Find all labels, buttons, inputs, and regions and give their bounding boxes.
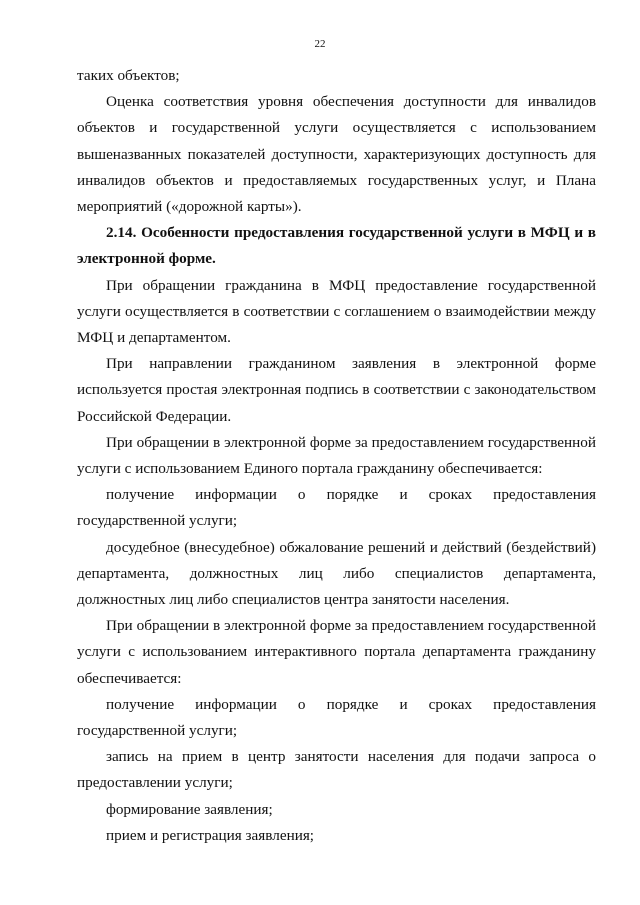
paragraph: При направлении гражданином заявления в электронной форме используется простая электронная подпись в соответствии с законодательством Российской Федерации. — [77, 355, 596, 425]
page-number: 22 — [314, 38, 326, 50]
body-text — [77, 63, 596, 849]
paragraph: получение информации о порядке и сроках предоставления государственной услуги; — [77, 695, 596, 740]
section-heading: 2.14. Особенности предоставления государственной услуги в МФЦ и в электронной форме. — [77, 224, 596, 268]
paragraph: таких объектов; — [77, 67, 180, 84]
paragraph: При обращении в электронной форме за предоставлением государственной услуги с использованием Единого портала гражданину обеспечивается: — [77, 433, 596, 478]
paragraph: запись на прием в центр занятости населения для подачи запроса о предоставлении услуги; — [77, 748, 596, 792]
paragraph: Оценка соответствия уровня обеспечения доступности для инвалидов объектов и государственной услуги осуществляется с использованием вышеназванных показателей доступности, характеризующих доступность для инвалидов объектов и предоставляемых государственных услуг, и Плана мероприятий («дорожной карты»). — [77, 93, 596, 216]
paragraph: При обращении гражданина в МФЦ предоставление государственной услуги осуществляется в соответствии с соглашением о взаимодействии между МФЦ и департаментом. — [77, 276, 596, 347]
paragraph: досудебное (внесудебное) обжалование решений и действий (бездействий) департамента, должностных лиц либо специалистов департамента, должностных лиц либо специалистов центра занятости населения. — [77, 538, 596, 609]
paragraph: При обращении в электронной форме за предоставлением государственной услуги с использованием интерактивного портала департамента гражданину обеспечивается: — [77, 617, 596, 687]
paragraph: формирование заявления; — [106, 800, 273, 818]
paragraph: прием и регистрация заявления; — [106, 826, 315, 844]
paragraph: получение информации о порядке и сроках предоставления государственной услуги; — [77, 486, 596, 530]
